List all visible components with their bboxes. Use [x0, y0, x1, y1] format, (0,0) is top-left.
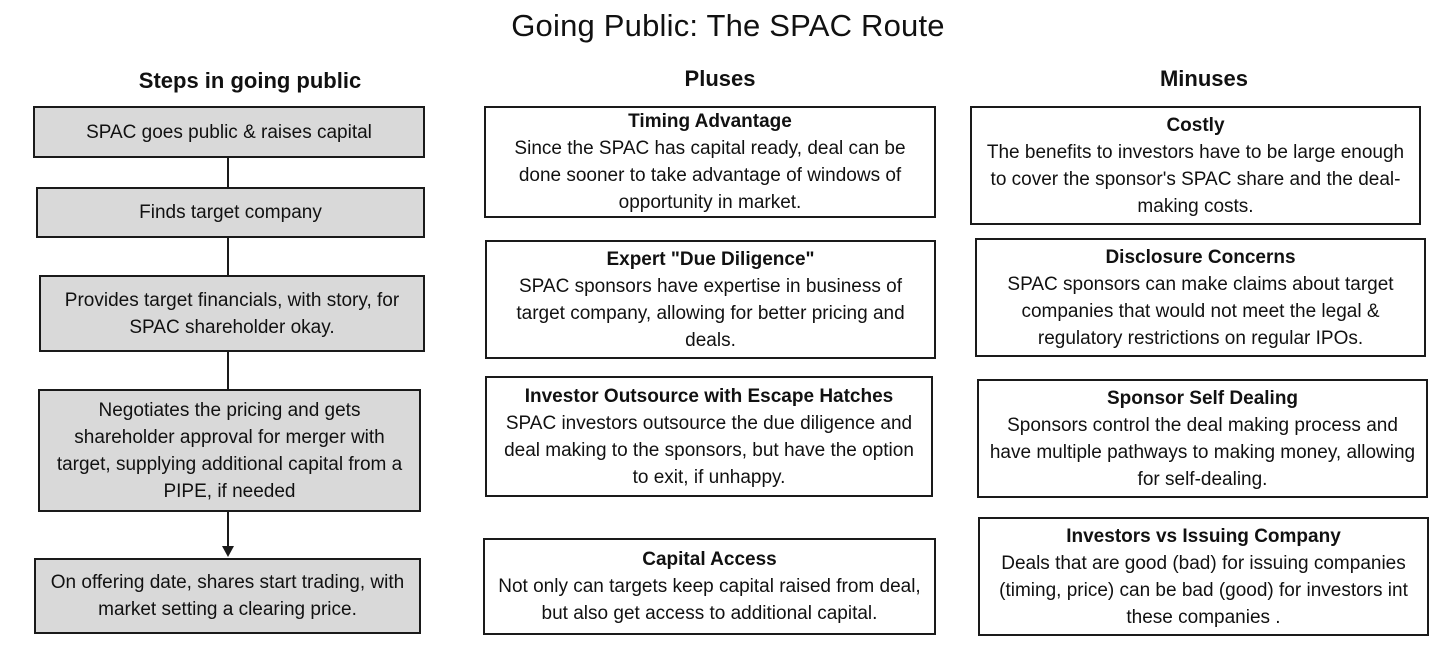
plus-card [484, 106, 936, 218]
plus-heading: Timing Advantage [628, 111, 792, 132]
minus-heading: Disclosure Concerns [1105, 246, 1296, 268]
minus-heading: Costly [1166, 114, 1225, 136]
connector-line [227, 236, 229, 276]
connector-line [227, 510, 229, 546]
plus-card [483, 538, 936, 635]
plus-card [485, 376, 933, 497]
minus-card [975, 238, 1426, 357]
pluses-column-heading: Pluses [684, 66, 756, 91]
plus-heading: Investor Outsource with Escape Hatches [524, 385, 894, 407]
arrow-down-icon [222, 546, 234, 557]
minus-text: SPAC sponsors can make claims about target companies that would not meet the legal & regulatory restrictions on regular IPOs. [1007, 273, 1394, 349]
steps-column-heading: Steps in going public [138, 68, 362, 93]
plus-text: SPAC sponsors have expertise in business of target company, allowing for better pricing and deals. [516, 275, 905, 351]
step-box [34, 558, 421, 634]
step-box [39, 275, 425, 352]
minus-text: Deals that are good (bad) for issuing companies (timing, price) can be bad (good) for investors int these companies . [999, 552, 1408, 628]
step-text: Negotiates the pricing and gets shareholder approval for merger with target, supplying additional capital from a PIPE, if needed [56, 399, 403, 502]
minus-card [977, 379, 1428, 498]
step-text: On offering date, shares start trading, with market setting a clearing price. [50, 572, 405, 620]
step-text: SPAC goes public & raises capital [86, 121, 372, 143]
step-text: Finds target company [139, 202, 322, 223]
step-box [36, 187, 425, 238]
minus-text: Sponsors control the deal making process and have multiple pathways to making money, allowing for self-dealing. [989, 414, 1416, 490]
step-box [33, 106, 425, 158]
plus-text: Not only can targets keep capital raised from deal, but also get access to additional capital. [498, 576, 921, 624]
plus-text: SPAC investors outsource the due diligence and deal making to the sponsors, but have the option to exit, if unhappy. [504, 412, 914, 488]
plus-heading: Capital Access [642, 549, 777, 570]
minus-card [970, 106, 1421, 225]
plus-text: Since the SPAC has capital ready, deal can be done sooner to take advantage of windows of opportunity in market. [514, 138, 906, 213]
connector-line [227, 156, 229, 188]
minus-text: The benefits to investors have to be large enough to cover the sponsor's SPAC share and the deal-making costs. [986, 141, 1405, 217]
step-text: Provides target financials, with story, for SPAC shareholder okay. [64, 289, 400, 338]
step-box [38, 389, 421, 512]
connector-line [227, 350, 229, 390]
plus-card [485, 240, 936, 359]
minuses-column-heading: Minuses [1159, 66, 1249, 91]
plus-heading: Expert "Due Diligence" [606, 248, 815, 270]
diagram-title: Going Public: The SPAC Route [511, 8, 945, 43]
minus-card [978, 517, 1429, 636]
minus-heading: Investors vs Issuing Company [1066, 525, 1341, 547]
minus-heading: Sponsor Self Dealing [1106, 387, 1299, 409]
